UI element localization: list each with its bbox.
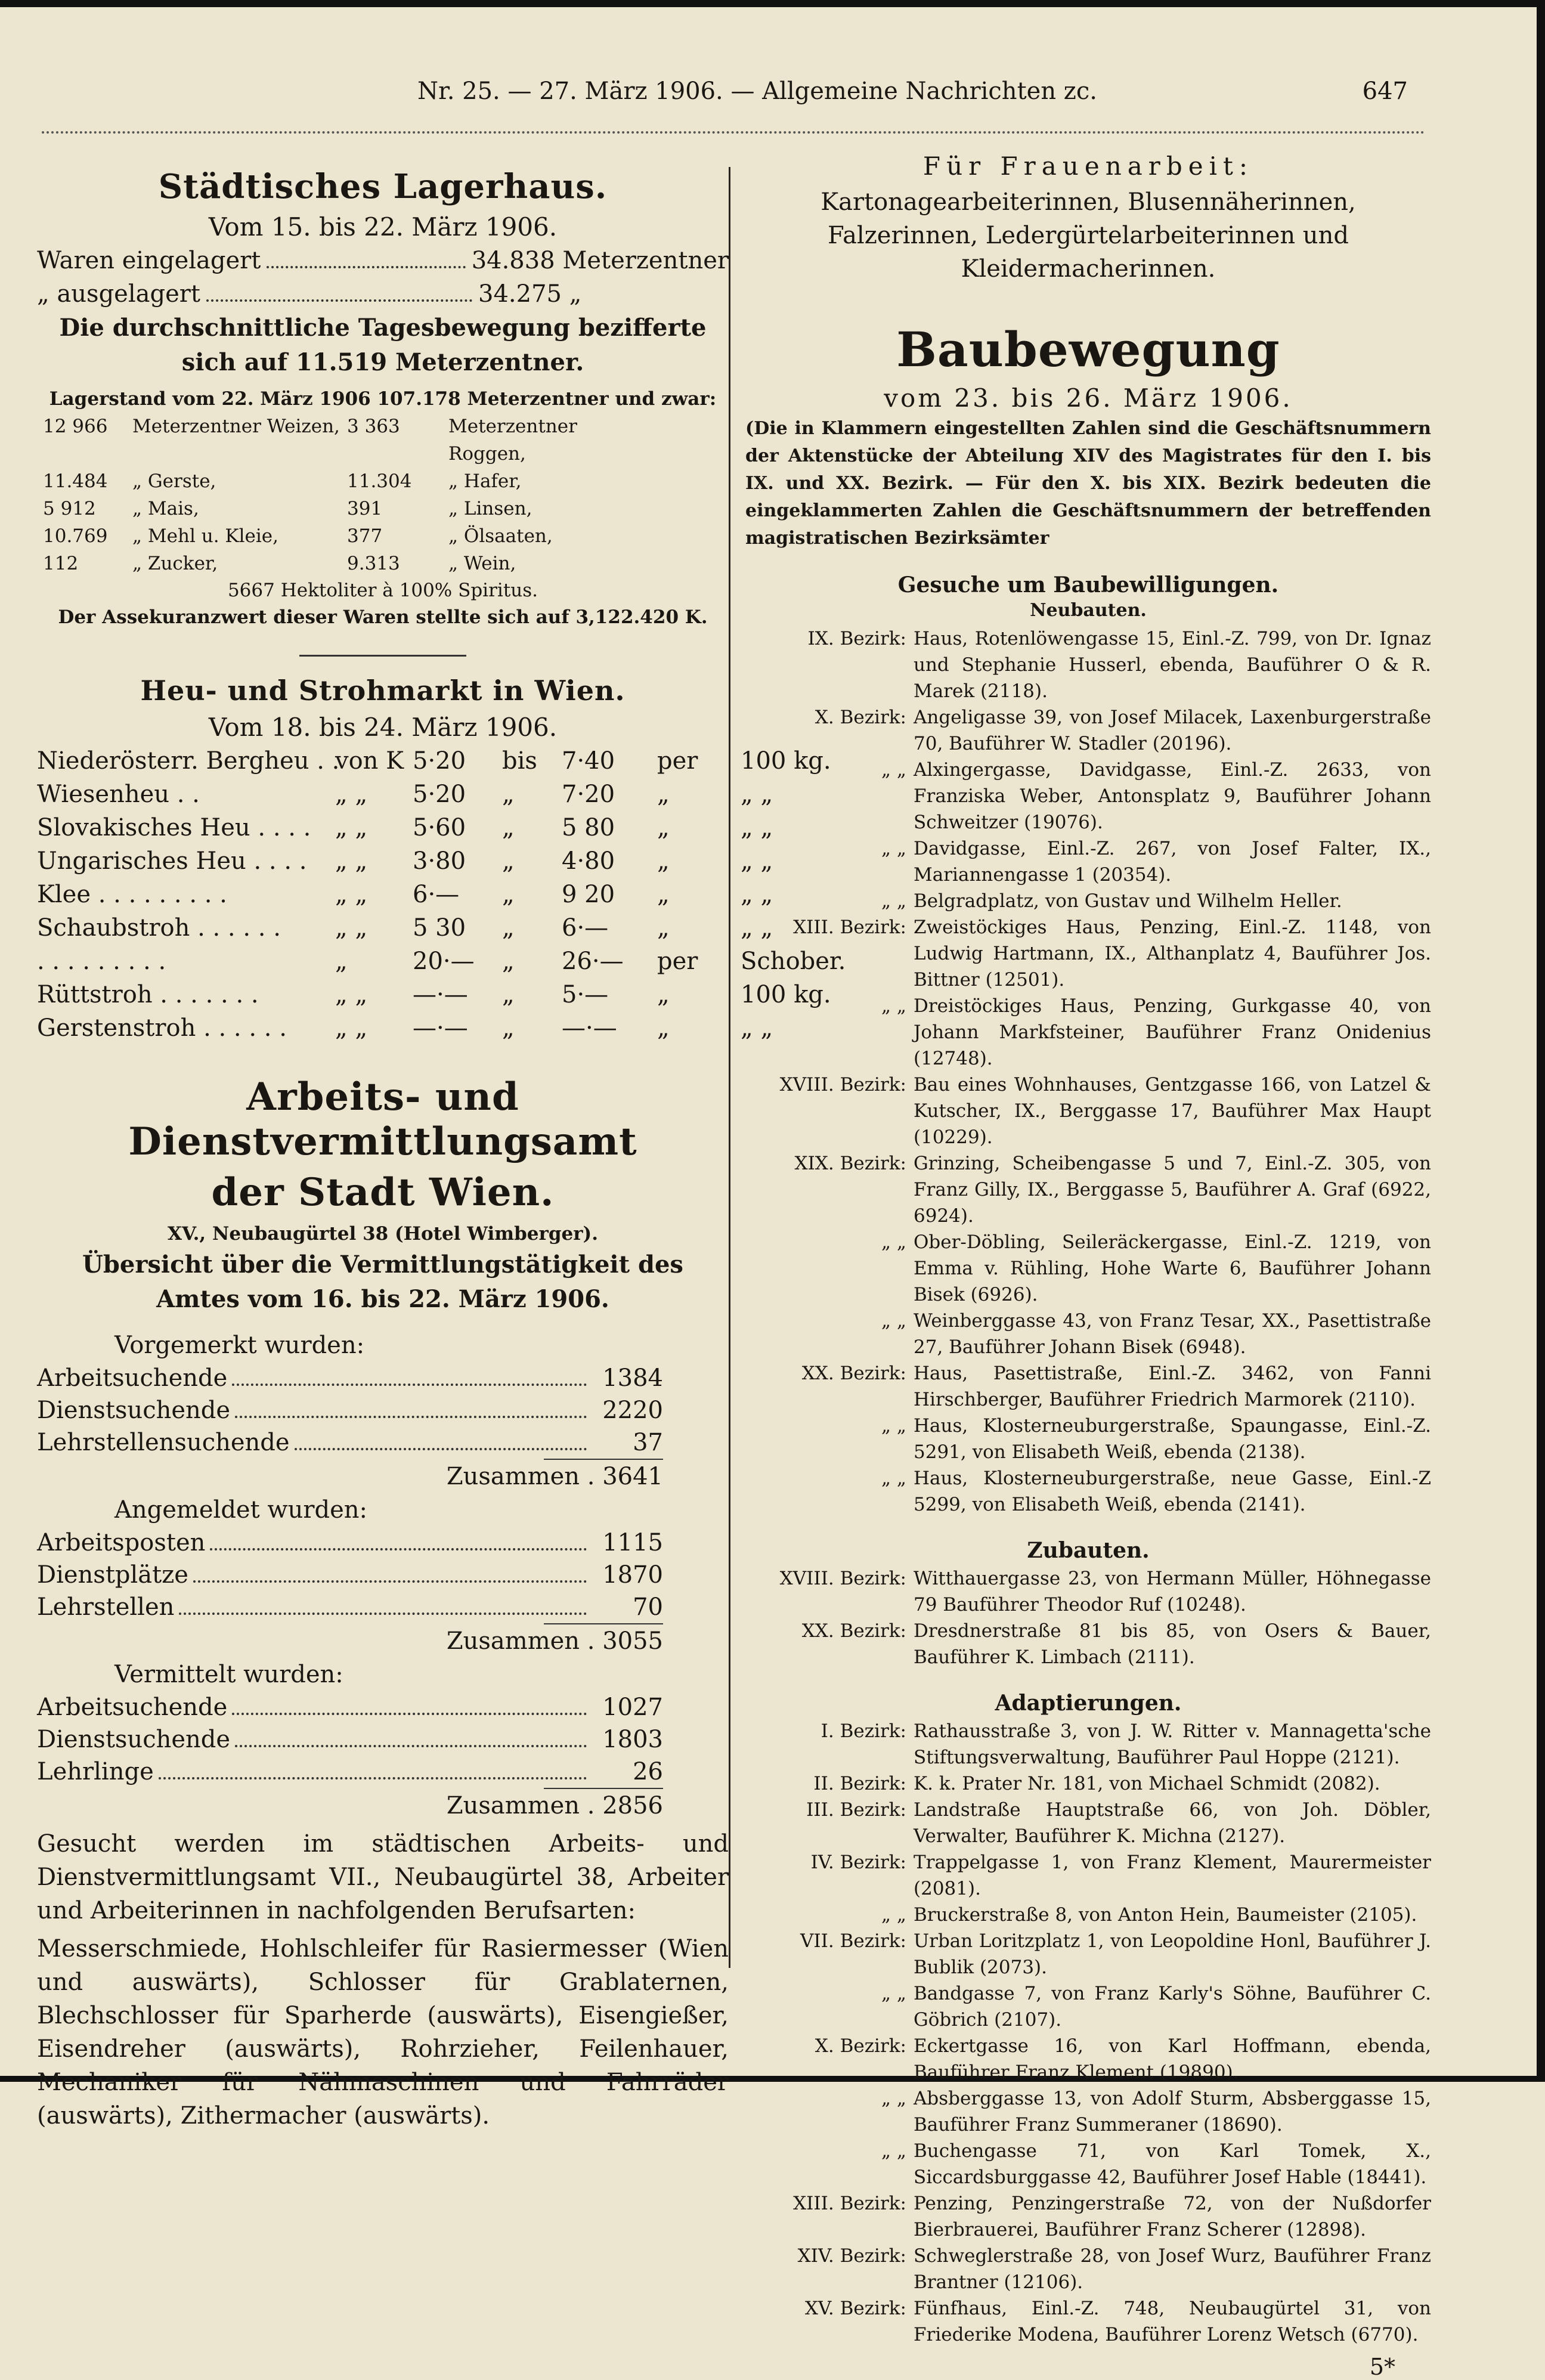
district-label: „ „ — [881, 1415, 906, 1437]
entry-text: Dreistöckiges Haus, Penzing, Gurkgasse 40, von Johann Markfsteiner, Bauführer Franz Onidenius (12748). — [914, 995, 1431, 1069]
market-cell: Wiesenheu . . — [37, 781, 200, 808]
building-entry — [745, 1980, 1431, 2033]
building-entry — [745, 1150, 1431, 1229]
building-entry — [745, 1849, 1431, 1902]
heumarkt-title: Heu- und Strohmarkt in Wien. — [140, 674, 626, 707]
building-entry — [745, 1618, 1431, 1670]
column-divider — [729, 167, 730, 1968]
entry-text: Bruckerstraße 8, von Anton Hein, Baumeister (2105). — [914, 1904, 1417, 1926]
scan-border-top — [0, 0, 1545, 7]
building-entry — [745, 704, 1431, 757]
market-cell: „ „ — [335, 981, 368, 1008]
baubewegung-period: vom 23. bis 26. März 1906. — [884, 383, 1293, 413]
stock-table: 12 966 Meterzentner Weizen, 3 363 Meterzentner Roggen, 11.484 „ Gerste, 11.304 „ Hafer, 5 912 „ Mais, 391 „ Linsen, 10.769 „ Mehl u. Kleie, 377 „ Ölsaaten, 112 „ Zucker, 9.313 „ Wein, — [43, 416, 577, 574]
market-cell: „ „ — [741, 881, 773, 908]
header-divider — [42, 131, 1425, 134]
footer-mark: 5* — [1369, 2354, 1395, 2380]
entry-text: Ober-Döbling, Seileräckergasse, Einl.-Z. 1219, von Emma v. Rühling, Hohe Warte 6, Bauführer Johann Bisek (6926). — [914, 1231, 1431, 1305]
market-cell: „ — [502, 881, 515, 908]
market-cell: „ — [502, 847, 515, 875]
market-cell: „ „ — [741, 814, 773, 841]
adaptierungen-title: Adaptierungen. — [995, 1691, 1182, 1716]
district-label: „ „ — [881, 1983, 906, 2004]
market-cell: „ „ — [335, 914, 368, 942]
entry-text: Haus, Rotenlöwengasse 15, Einl.-Z. 799, von Dr. Ignaz und Stephanie Husserl, ebenda, Bauführer O & R. Marek (2118). — [914, 628, 1431, 702]
arbeitsamt-address: XV., Neubaugürtel 38 (Hotel Wimberger). — [167, 1223, 599, 1245]
market-cell: 7·20 — [562, 781, 615, 808]
stat-sum: Zusammen . 3641 — [446, 1463, 663, 1490]
market-cell: „ „ — [335, 814, 368, 841]
entry-text: Schweglerstraße 28, von Josef Wurz, Bauführer Franz Brantner (12106). — [914, 2245, 1431, 2293]
market-cell: 9 20 — [562, 881, 615, 908]
market-cell: von K — [335, 747, 404, 775]
building-entry — [745, 626, 1431, 704]
building-entry — [745, 888, 1431, 914]
entry-text: Haus, Klosterneuburgerstraße, neue Gasse, Einl.-Z 5299, von Elisabeth Weiß, ebenda (2141). — [914, 1468, 1431, 1515]
lagerhaus-row: Waren eingelagert 34.838 Meterzentner — [37, 247, 729, 274]
baubewegung-title: Baubewegung — [896, 321, 1280, 377]
market-cell: „ — [657, 781, 670, 808]
stat-group-heading: Vermittelt wurden: — [114, 1661, 343, 1688]
district-label: VII. Bezirk: — [800, 1930, 906, 1952]
market-cell: 3·80 — [413, 847, 466, 875]
zubauten-list — [745, 1565, 1431, 1670]
market-cell: „ — [502, 781, 515, 808]
market-cell: bis — [502, 747, 537, 775]
market-cell: 20·— — [413, 948, 475, 975]
market-cell: „ — [502, 981, 515, 1008]
market-cell: „ „ — [741, 781, 773, 808]
entry-text: Landstraße Hauptstraße 66, von Joh. Döbler, Verwalter, Bauführer K. Michna (2127). — [914, 1799, 1431, 1847]
market-cell: „ — [502, 1014, 515, 1042]
entry-text: Alxingergasse, Davidgasse, Einl.-Z. 2633, von Franziska Weber, Antonsplatz 9, Bauführer Johann Schweitzer (19076). — [914, 759, 1431, 833]
entry-text: Penzing, Penzingerstraße 72, von der Nußdorfer Bierbrauerei, Bauführer Franz Scherer (12898). — [914, 2193, 1431, 2240]
district-label: IV. Bezirk: — [810, 1852, 906, 1873]
lagerhaus-period: Vom 15. bis 22. März 1906. — [208, 212, 558, 242]
building-entry — [745, 1902, 1431, 1928]
market-cell: 5 80 — [562, 814, 615, 841]
market-cell: 6·— — [413, 881, 460, 908]
lagerhaus-row: „ ausgelagert 34.275 „ — [37, 280, 582, 308]
district-label: „ „ — [881, 995, 906, 1017]
stat-row: Dienstsuchende 1803 — [37, 1726, 663, 1753]
market-cell: „ — [657, 1014, 670, 1042]
building-entry — [745, 2243, 1431, 2295]
building-entry — [745, 2190, 1431, 2243]
district-label: „ „ — [881, 1310, 906, 1332]
market-cell: Rüttstroh . . . . . . . — [37, 981, 259, 1008]
stat-row: Arbeitsuchende 1384 — [37, 1364, 663, 1392]
district-label: „ „ — [881, 1231, 906, 1253]
district-label: XX. Bezirk: — [801, 1363, 906, 1384]
market-cell: „ — [657, 814, 670, 841]
market-cell: „ — [657, 847, 670, 875]
entry-text: Bau eines Wohnhauses, Gentzgasse 166, von Latzel & Kutscher, IX., Berggasse 17, Bauführer Max Haupt (10229). — [914, 1074, 1431, 1148]
building-entry — [745, 2085, 1431, 2138]
stat-row: Lehrstellensuchende 37 — [37, 1429, 663, 1456]
stat-group-heading: Vorgemerkt wurden: — [114, 1332, 365, 1359]
stat-row: Lehrstellen 70 — [37, 1593, 663, 1621]
spiritus-line: 5667 Hektoliter à 100% Spiritus. — [227, 580, 538, 601]
building-entry — [745, 2033, 1431, 2085]
baubewegung-note: (Die in Klammern eingestellten Zahlen sind die Geschäftsnummern der Aktenstücke der Abteilung XIV des Magistrates für den I. bis IX. und XX. Bezirk. — Für den X. bis XIX. Bezirk bedeuten die eingeklammerten Zahlen die Geschäftsnummern der betreffenden magistratischen Bezirksämter — [745, 418, 1431, 549]
building-entry — [745, 1928, 1431, 1980]
entry-text: K. k. Prater Nr. 181, von Michael Schmidt (2082). — [914, 1773, 1380, 1794]
entry-text: Bandgasse 7, von Franz Karly's Söhne, Bauführer C. Göbrich (2107). — [914, 1983, 1431, 2031]
frauenarbeit-text: Kartonagearbeiterinnen, Blusennäherinnen, Falzerinnen, Ledergürtelarbeiterinnen und Kleidermacherinnen. — [821, 188, 1356, 283]
building-entry — [745, 835, 1431, 888]
building-entry — [745, 993, 1431, 1072]
stat-sum: Zusammen . 3055 — [446, 1627, 663, 1655]
right-column — [745, 149, 1431, 2380]
arbeitsamt-title-2: der Stadt Wien. — [211, 1170, 555, 1215]
arbeitsamt-overview: Übersicht über die Vermittlungstätigkeit des Amtes vom 16. bis 22. März 1906. — [82, 1251, 683, 1313]
entry-text: Buchengasse 71, von Karl Tomek, X., Siccardsburggasse 42, Bauführer Josef Hable (18441). — [914, 2140, 1431, 2188]
district-label: XIX. Bezirk: — [794, 1153, 906, 1174]
arbeitsamt-title: Arbeits- und Dienstvermittlungsamt — [128, 1075, 637, 1164]
building-entry — [745, 1771, 1431, 1797]
market-cell: „ „ — [741, 1014, 773, 1042]
entry-text: Fünfhaus, Einl.-Z. 748, Neubaugürtel 31, von Friederike Modena, Bauführer Lorenz Wetsch (6770). — [914, 2298, 1431, 2345]
district-label: „ „ — [881, 2088, 906, 2109]
entry-text: Rathausstraße 3, von J. W. Ritter v. Mannagetta'sche Stiftungsverwaltung, Bauführer Paul Hoppe (2121). — [914, 1720, 1431, 1768]
market-cell: „ „ — [741, 914, 773, 942]
market-cell: „ — [502, 814, 515, 841]
market-cell: 100 kg. — [741, 747, 831, 775]
district-label: XVIII. Bezirk: — [779, 1568, 906, 1589]
market-cell: „ — [657, 914, 670, 942]
building-entry — [745, 1797, 1431, 1849]
entry-text: Belgradplatz, von Gustav und Wilhelm Heller. — [914, 890, 1342, 912]
market-cell: Niederösterr. Bergheu . . — [37, 747, 340, 775]
stat-row: Arbeitsuchende 1027 — [37, 1694, 663, 1721]
building-entry — [745, 1229, 1431, 1308]
adaptierungen-list — [745, 1718, 1431, 2348]
market-cell: per — [657, 747, 698, 775]
district-label: I. Bezirk: — [821, 1720, 906, 1742]
stat-sum: Zusammen . 2856 — [446, 1792, 663, 1819]
entry-text: Witthauergasse 23, von Hermann Müller, Höhnegasse 79 Bauführer Theodor Ruf (10248). — [914, 1568, 1431, 1615]
market-cell: 5 30 — [413, 914, 466, 942]
stat-row: Dienstplätze 1870 — [37, 1561, 663, 1589]
stat-row: Dienstsuchende 2220 — [37, 1397, 663, 1424]
market-cell: 6·— — [562, 914, 609, 942]
page-number: 647 — [1362, 78, 1408, 105]
market-cell: „ „ — [335, 781, 368, 808]
market-cell: „ — [502, 914, 515, 942]
district-label: XIII. Bezirk: — [793, 917, 906, 938]
district-label: X. Bezirk: — [815, 2035, 906, 2057]
entry-text: Weinberggasse 43, von Franz Tesar, XX., Pasettistraße 27, Bauführer Johann Bisek (6948). — [914, 1310, 1431, 1358]
lagerhaus-title: Städtisches Lagerhaus. — [158, 167, 608, 206]
heumarkt-table — [37, 744, 846, 1045]
market-cell: Schober. — [741, 948, 846, 975]
market-cell: —·— — [413, 981, 468, 1008]
district-label: III. Bezirk: — [806, 1799, 906, 1821]
building-entry — [745, 1565, 1431, 1618]
market-cell: 5·60 — [413, 814, 466, 841]
market-cell: —·— — [562, 1014, 617, 1042]
market-cell: „ — [657, 981, 670, 1008]
arbeitsamt-statistics — [37, 1329, 729, 1822]
stat-group-heading: Angemeldet wurden: — [114, 1496, 368, 1524]
building-entry — [745, 2295, 1431, 2348]
entry-text: Absberggasse 13, von Adolf Sturm, Absberggasse 15, Bauführer Franz Summeraner (18690). — [914, 2088, 1431, 2135]
stat-row: Arbeitsposten 1115 — [37, 1529, 663, 1556]
market-cell: 5·20 — [413, 781, 466, 808]
district-label: XIV. Bezirk: — [797, 2245, 906, 2267]
market-cell: 5·20 — [413, 747, 466, 775]
berufsarten-paragraph: Messerschmiede, Hohlschleifer für Rasiermesser (Wien und auswärts), Schlosser für Grablaternen, Blechschlosser für Sparherde (auswärts), Eisengießer, Eisendreher (auswärts), Rohrzieher, Feilenhauer, Mechaniker für Nähmaschinen und Fahrräder (auswärts), Zithermacher (auswärts). — [37, 1935, 729, 2130]
market-cell: per — [657, 948, 698, 975]
entry-text: Davidgasse, Einl.-Z. 267, von Josef Falter, IX., Mariannengasse 1 (20354). — [914, 838, 1431, 886]
frauenarbeit-heading: Für Frauenarbeit: — [922, 151, 1254, 181]
market-cell: Klee . . . . . . . . . — [37, 881, 227, 908]
district-label: XX. Bezirk: — [801, 1620, 906, 1642]
stock-intro: Lagerstand vom 22. März 1906 107.178 Meterzentner und zwar: — [49, 388, 717, 410]
neubauten-title: Neubauten. — [1030, 600, 1147, 621]
market-cell: —·— — [413, 1014, 468, 1042]
market-cell: 7·40 — [562, 747, 615, 775]
entry-text: Zweistöckiges Haus, Penzing, Einl.-Z. 1148, von Ludwig Hartmann, IX., Althanplatz 4, Bauführer Jos. Bittner (12501). — [914, 917, 1431, 991]
market-cell: 4·80 — [562, 847, 615, 875]
section-separator — [299, 655, 466, 657]
building-entry — [745, 1360, 1431, 1413]
market-cell: Slovakisches Heu . . . . — [37, 814, 311, 841]
heumarkt-period: Vom 18. bis 24. März 1906. — [208, 713, 558, 742]
district-label: XVIII. Bezirk: — [779, 1074, 906, 1095]
entry-text: Haus, Pasettistraße, Einl.-Z. 3462, von Fanni Hirschberger, Bauführer Friedrich Marmorek (2110). — [914, 1363, 1431, 1410]
entry-text: Dresdnerstraße 81 bis 85, von Osers & Bauer, Bauführer K. Limbach (2111). — [914, 1620, 1431, 1668]
entry-text: Trappelgasse 1, von Franz Klement, Maurermeister (2081). — [914, 1852, 1431, 1899]
district-label: „ „ — [881, 2140, 906, 2162]
running-header: Nr. 25. — 27. März 1906. — Allgemeine Nachrichten zc. — [417, 78, 1097, 105]
building-entry — [745, 1072, 1431, 1150]
district-label: „ „ — [881, 890, 906, 912]
market-cell: „ „ — [335, 847, 368, 875]
building-entry — [745, 914, 1431, 993]
building-entry — [745, 1718, 1431, 1771]
market-cell: 5·— — [562, 981, 609, 1008]
lagerhaus-average: Die durchschnittliche Tagesbewegung bezifferte sich auf 11.519 Meterzentner. — [59, 314, 707, 376]
insurance-line: Der Assekuranzwert dieser Waren stellte sich auf 3,122.420 K. — [58, 606, 708, 628]
district-label: XIII. Bezirk: — [793, 2193, 906, 2214]
building-entry — [745, 757, 1431, 835]
gesuche-title: Gesuche um Baubewilligungen. — [897, 572, 1279, 598]
district-label: „ „ — [881, 1904, 906, 1926]
district-label: II. Bezirk: — [813, 1773, 906, 1794]
district-label: X. Bezirk: — [815, 707, 906, 728]
market-cell: „ „ — [741, 847, 773, 875]
entry-text: Haus, Klosterneuburgerstraße, Spaungasse, Einl.-Z. 5291, von Elisabeth Weiß, ebenda (2138). — [914, 1415, 1431, 1463]
arbeitsamt-paragraph: Gesucht werden im städtischen Arbeits- und Dienstvermittlungsamt VII., Neubaugürtel 38, Arbeiter und Arbeiterinnen in nachfolgenden Berufsarten: — [37, 1830, 729, 1924]
district-label: IX. Bezirk: — [807, 628, 906, 649]
district-label: „ „ — [881, 838, 906, 859]
entry-text: Eckertgasse 16, von Karl Hoffmann, ebenda, Bauführer Franz Klement (19890). — [914, 2035, 1431, 2083]
market-cell: 26·— — [562, 948, 624, 975]
entry-text: Urban Loritzplatz 1, von Leopoldine Honl, Bauführer J. Bublik (2073). — [914, 1930, 1431, 1978]
stat-row: Lehrlinge 26 — [37, 1758, 663, 1785]
zubauten-title: Zubauten. — [1027, 1538, 1150, 1563]
market-cell: „ — [335, 948, 348, 975]
entry-text: Angeligasse 39, von Josef Milacek, Laxenburgerstraße 70, Bauführer W. Stadler (20196). — [914, 707, 1431, 754]
building-entry — [745, 2138, 1431, 2190]
market-cell: Ungarisches Heu . . . . — [37, 847, 307, 875]
neubauten-list — [745, 626, 1431, 1518]
building-entry — [745, 1308, 1431, 1360]
market-cell: „ — [502, 948, 515, 975]
market-cell: . . . . . . . . . — [37, 948, 166, 975]
market-cell: Gerstenstroh . . . . . . — [37, 1014, 287, 1042]
district-label: XV. Bezirk: — [804, 2298, 906, 2319]
entry-text: Grinzing, Scheibengasse 5 und 7, Einl.-Z. 305, von Franz Gilly, IX., Berggasse 5, Bauführer A. Graf (6922, 6924). — [914, 1153, 1431, 1227]
market-cell: Schaubstroh . . . . . . — [37, 914, 281, 942]
scan-border-right — [1537, 0, 1545, 2082]
market-cell: „ „ — [335, 1014, 368, 1042]
building-entry — [745, 1413, 1431, 1465]
district-label: „ „ — [881, 759, 906, 781]
market-cell: „ „ — [335, 881, 368, 908]
market-cell: 100 kg. — [741, 981, 831, 1008]
market-cell: „ — [657, 881, 670, 908]
district-label: „ „ — [881, 1468, 906, 1489]
building-entry — [745, 1465, 1431, 1518]
